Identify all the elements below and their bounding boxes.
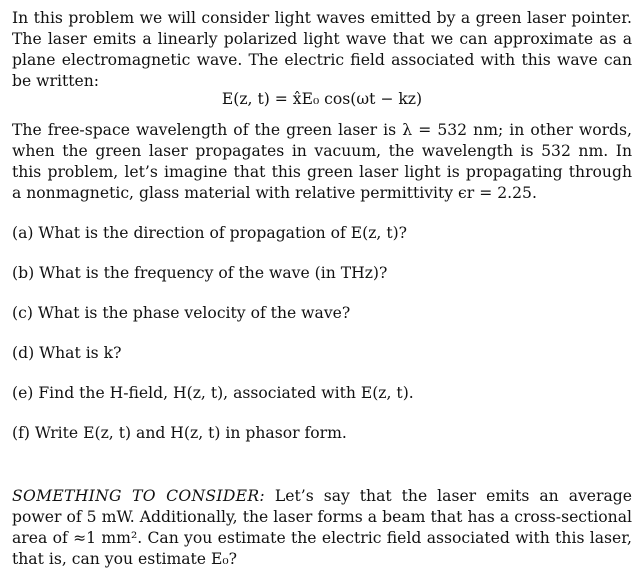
- electric-field-equation: [12, 89, 632, 110]
- something-to-consider: [12, 486, 632, 570]
- equation-text: E(z, t) = x̂E₀ cos(ωt − kz): [221, 90, 423, 108]
- question-a: (a) What is the direction of propagation of E(z, t)?: [12, 224, 408, 242]
- consider-label: SOMETHING TO CONSIDER:: [12, 487, 265, 505]
- question-d: (d) What is k?: [12, 344, 122, 362]
- problem-page: [12, 8, 632, 570]
- wavelength-paragraph: The free-space wavelength of the green laser is λ = 532 nm; in other words, when the green laser propagates in vacuum, the wavelength is 532 nm. In this problem, let’s imagine that this green laser light is propagating through a nonmagnetic, glass material with relative permittivity ϵr = 2.25.: [12, 121, 632, 202]
- question-e: (e) Find the H-field, H(z, t), associated with E(z, t).: [12, 384, 414, 402]
- consider-text: Let’s say that the laser emits an average power of 5 mW. Additionally, the laser forms a beam that has a cross-sectional area of ≈1 mm². Can you estimate the electric field associated with this laser, that is, can you estimate E₀?: [12, 487, 632, 568]
- question-c: (c) What is the phase velocity of the wave?: [12, 304, 351, 322]
- question-b: (b) What is the frequency of the wave (in THz)?: [12, 264, 388, 282]
- intro-paragraph: In this problem we will consider light waves emitted by a green laser pointer. The laser emits a linearly polarized light wave that we can approximate as a plane electromagnetic wave. The electric field associated with this wave can be written:: [12, 9, 632, 90]
- question-f: (f) Write E(z, t) and H(z, t) in phasor form.: [12, 424, 347, 442]
